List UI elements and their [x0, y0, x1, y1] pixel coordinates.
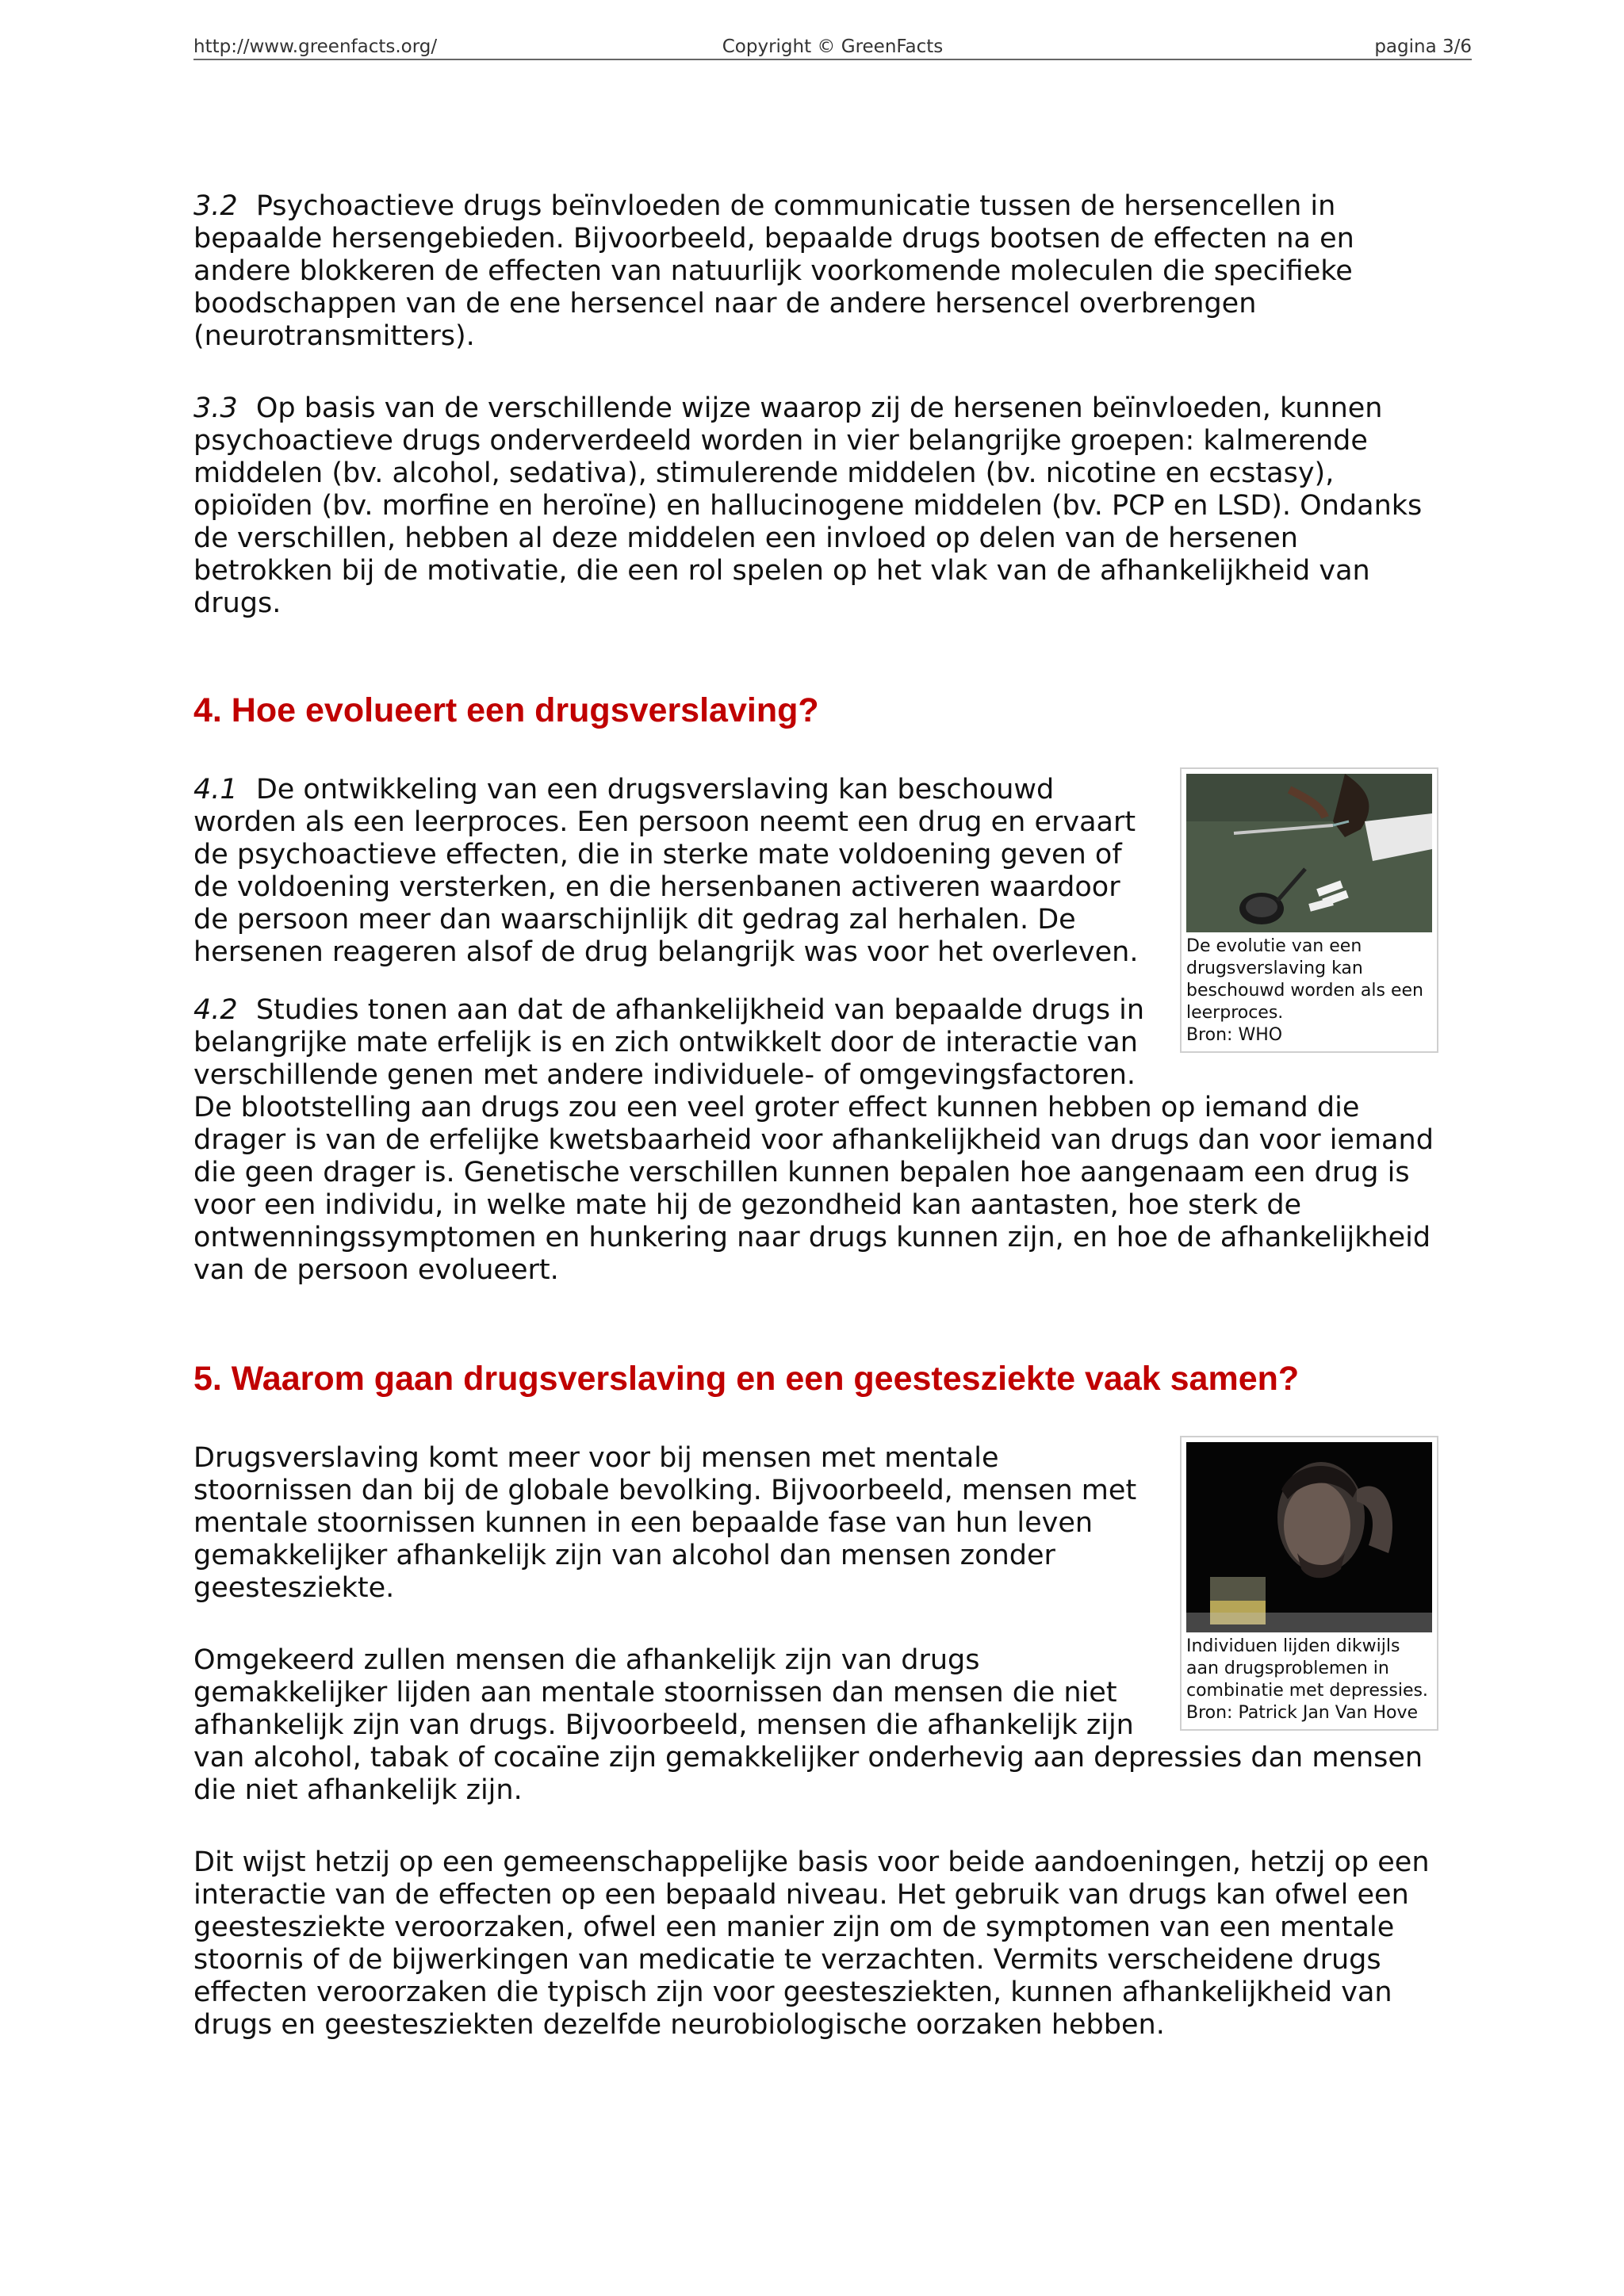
- figure-depression: [1180, 1436, 1438, 1731]
- figure-caption: [1186, 936, 1432, 1047]
- figure-caption: [1186, 1636, 1432, 1724]
- paragraph-5-3: [193, 1846, 1438, 2042]
- section-5-title: 5. Waarom gaan drugsverslaving en een geestesziekte vaak samen?: [193, 1360, 1300, 1398]
- header-page-number: pagina 3/6: [1374, 36, 1472, 57]
- main-content: [193, 190, 1438, 2081]
- paragraph-text: Dit wijst hetzij op een gemeenschappelijke basis voor beide aandoeningen, hetzij op een interactie van de effecten op een bepaald niveau. Het gebruik van drugs kan ofwel een geestesziekte veroorzaken, ofwel een manier zijn om de symptomen van een mentale stoornis of de bijwerkingen van medicatie te verzachten. Vermits verscheidene drugs effecten veroorzaken die typisch zijn voor geestesziekten, kunnen afhankelijkheid van drugs en geestesziekten dezelfde neurobiologische oorzaken hebben.: [193, 1846, 1430, 2041]
- paragraph-number: 3.3: [193, 392, 238, 424]
- paragraph-3-3: [193, 392, 1438, 620]
- paragraph-number: 4.2: [193, 994, 238, 1026]
- paragraph-text: Op basis van de verschillende wijze waarop zij de hersenen beïnvloeden, kunnen psychoactieve drugs onderverdeeld worden in vier belangrijke groepen: kalmerende middelen (bv. alcohol, sedativa), stimulerende middelen (bv. nicotine en ecstasy), opioïden (bv. morfine en heroïne) en hallucinogene middelen (bv. PCP en LSD). Ondanks de verschillen, hebben al deze middelen een invloed op delen van de hersenen betrokken bij de motivatie, die een rol spelen op het vlak van de afhankelijkheid van drugs.: [193, 392, 1423, 619]
- paragraph-text: Studies tonen aan dat de afhankelijkheid van bepaalde drugs in belangrijke mate erfelijk is en zich ontwikkelt door de interactie van verschillende genen met andere individuele- of omgevingsfactoren. De blootstelling aan drugs zou een veel groter effect kunnen hebben op iemand die drager is van de erfelijke kwetsbaarheid voor afhankelijkheid van drugs dan voor iemand die geen drager is. Genetische verschillen kunnen bepalen hoe aangenaam een drug is voor een individu, in welke mate hij de gezondheid kan aantasten, hoe sterk de ontwenningssymptomen en hunkering naar drugs kunnen zijn, en hoe de afhankelijkheid van de persoon evolueert.: [193, 994, 1434, 1286]
- paragraph-text: Psychoactieve drugs beïnvloeden de communicatie tussen de hersencellen in bepaalde hersengebieden. Bijvoorbeeld, bepaalde drugs bootsen de effecten na en andere blokkeren de effecten van natuurlijk voorkomende moleculen die specifieke boodschappen van de ene hersencel naar de andere hersencel overbrengen (neurotransmitters).: [193, 190, 1354, 352]
- paragraph-text: Omgekeerd zullen mensen die afhankelijk zijn van drugs gemakkelijker lijden aan mentale stoornissen dan mensen die niet afhankelijk zijn van drugs. Bijvoorbeeld, mensen die afhankelijk zijn van alcohol, tabak of cocaïne zijn gemakkelijker onderhevig aan depressies dan mensen die niet afhankelijk zijn.: [193, 1644, 1423, 1806]
- header-url[interactable]: http://www.greenfacts.org/: [193, 36, 438, 57]
- figure-caption-text: De evolutie van een drugsverslaving kan beschouwd worden als een leerproces.: [1186, 936, 1423, 1023]
- section-4-title: 4. Hoe evolueert een drugsverslaving?: [193, 691, 819, 729]
- paragraph-number: 4.1: [193, 774, 238, 806]
- paragraph-3-2: [193, 190, 1438, 353]
- figure-source: Bron: Patrick Jan Van Hove: [1186, 1703, 1419, 1723]
- man-with-glass-illustration: [1186, 1442, 1432, 1632]
- paragraph-text: De ontwikkeling van een drugsverslaving kan beschouwd worden als een leerproces. Een persoon neemt een drug en ervaart de psychoactieve effecten, die in sterke mate voldoening geven of de voldoening versterken, en die hersenbanen activeren waardoor de persoon meer dan waarschijnlijk dit gedrag zal herhalen. De hersenen reageren alsof de drug belangrijk was voor het overleven.: [193, 774, 1139, 968]
- paragraph-number: 3.2: [193, 190, 238, 222]
- drug-paraphernalia-image: [1186, 774, 1432, 932]
- figure-drugs: [1180, 767, 1438, 1053]
- figure-caption-text: Individuen lijden dikwijls aan drugsproblemen in combinatie met depressies.: [1186, 1636, 1428, 1701]
- drug-paraphernalia-illustration: [1186, 774, 1432, 932]
- figure-source: Bron: WHO: [1186, 1025, 1283, 1045]
- paragraph-text: Drugsverslaving komt meer voor bij mensen met mentale stoornissen dan bij de globale bevolking. Bijvoorbeeld, mensen met mentale stoornissen kunnen in een bepaalde fase van hun leven gemakkelijker afhankelijk zijn van alcohol dan mensen zonder geestesziekte.: [193, 1442, 1137, 1604]
- page-header: [193, 35, 1472, 60]
- man-with-glass-image: [1186, 1442, 1432, 1632]
- header-copyright: Copyright © GreenFacts: [722, 36, 944, 57]
